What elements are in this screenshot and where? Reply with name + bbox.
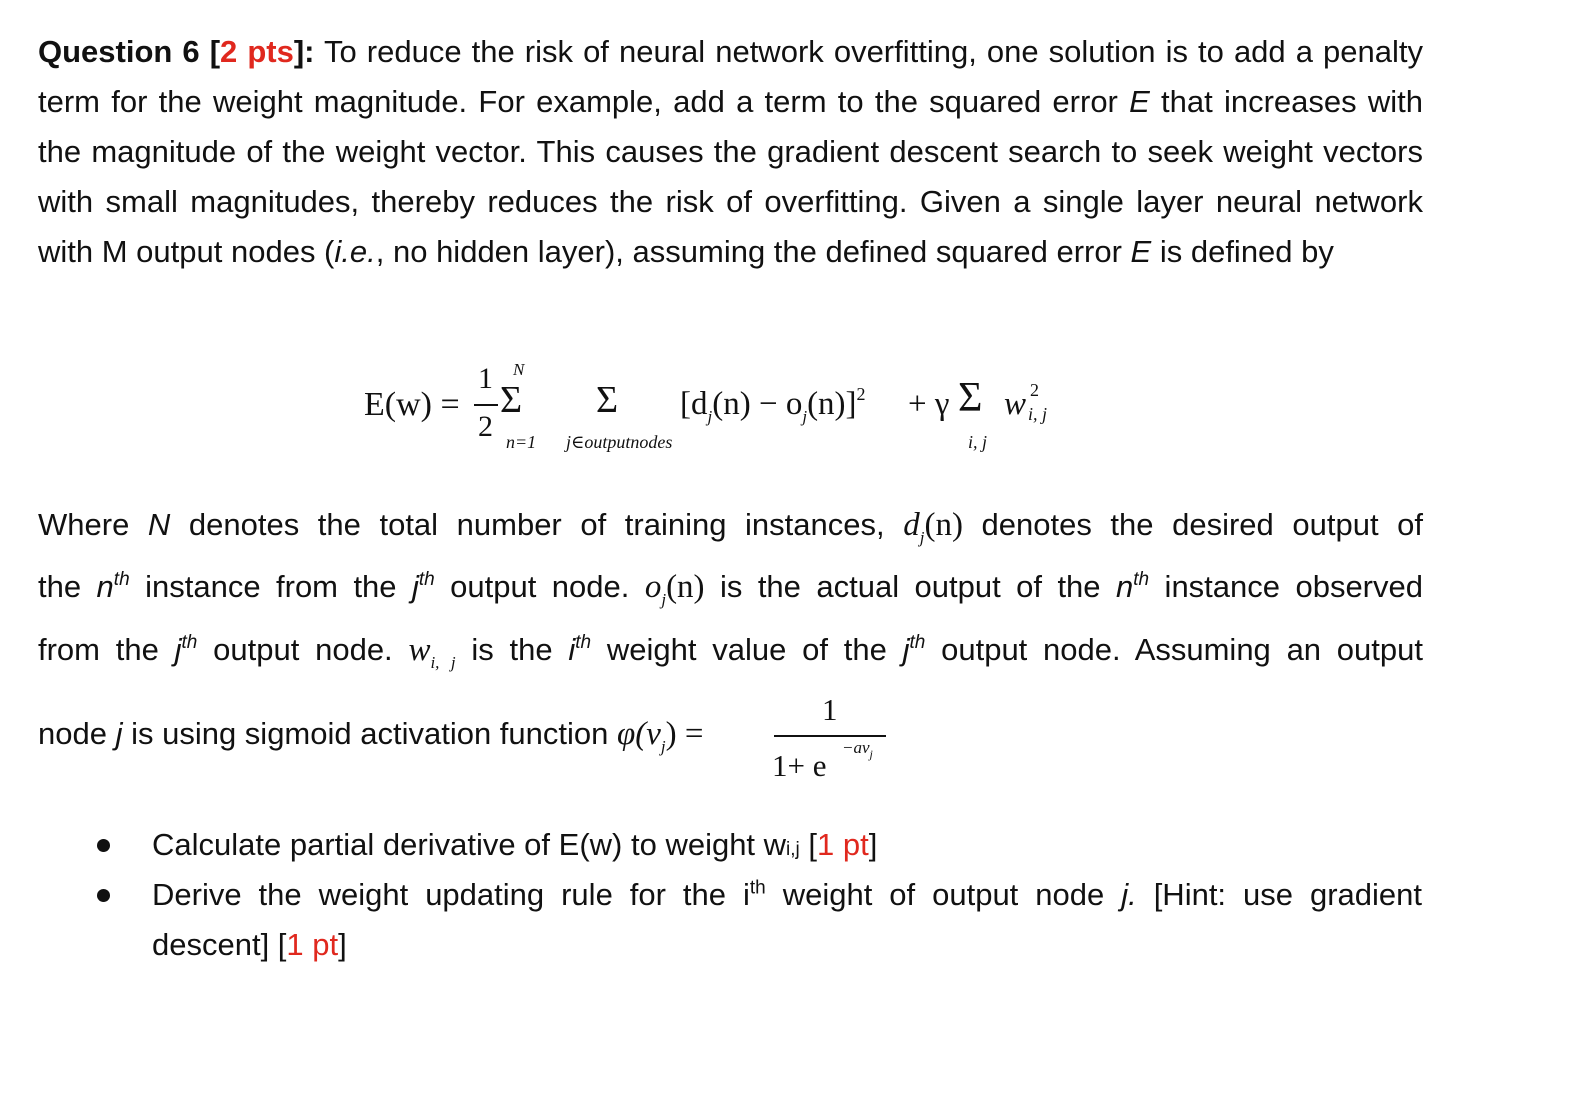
eq-lhs: E(w) = xyxy=(364,386,460,423)
sigmoid-phi: φ(v xyxy=(617,716,661,752)
task-2-text xyxy=(152,870,1422,970)
where-text: output node. Assuming an output xyxy=(925,632,1423,667)
where-text: output node. xyxy=(434,569,645,604)
where-text: is using sigmoid activation function xyxy=(122,716,618,751)
question-label: Question 6 [ xyxy=(38,34,221,69)
task-text: [Hint: use gradient descent] [ xyxy=(152,877,1422,962)
where-j: j xyxy=(115,716,123,751)
where-th: th xyxy=(909,632,926,653)
bullet-dot xyxy=(97,839,110,852)
eq-term-sub: j xyxy=(707,407,713,426)
eq-term-sq: 2 xyxy=(856,384,866,404)
where-j: j xyxy=(174,632,182,667)
task-j: j. xyxy=(1121,877,1137,912)
where-text: node xyxy=(38,716,116,751)
where-text: is the xyxy=(455,632,569,667)
eq-sum-upper: N xyxy=(513,360,525,379)
task-1-text xyxy=(152,820,1422,875)
eq-sum-lower-1: n=1 xyxy=(506,432,537,452)
intro-ie: i.e. xyxy=(334,234,376,269)
where-line-1 xyxy=(38,505,1423,550)
task-text: Calculate partial derivative of E(w) to weight w xyxy=(152,827,787,862)
eq-frac-den: 2 xyxy=(478,410,493,443)
where-text: denotes the desired output of xyxy=(962,507,1423,542)
task-text: weight of output node xyxy=(765,877,1122,912)
intro-E: E xyxy=(1130,234,1152,269)
eq-w-sub: i, j xyxy=(1028,404,1048,424)
eq-sum-lower-3: i, j xyxy=(968,432,988,452)
where-o-letter: o xyxy=(644,569,662,605)
where-d xyxy=(903,507,963,547)
where-j: j xyxy=(411,569,419,604)
task-bracket: ] xyxy=(338,927,347,962)
where-o-n: (n) xyxy=(666,569,705,605)
where-n: n xyxy=(96,569,114,604)
intro-text: is defined by xyxy=(1151,234,1334,269)
where-th: th xyxy=(1133,569,1150,590)
task-sup: th xyxy=(749,877,766,899)
eq-term-sub: j xyxy=(802,407,808,426)
eq-term-b: (n) − o xyxy=(712,386,803,422)
bullet-dot xyxy=(97,889,110,902)
where-N: N xyxy=(147,507,171,542)
intro-E: E xyxy=(1129,84,1150,119)
where-text: is the actual output of the xyxy=(704,569,1116,604)
where-i: i xyxy=(568,632,576,667)
where-d-sub: j xyxy=(919,528,925,547)
sigmoid-exp xyxy=(842,738,873,761)
where-w-sub: i, j xyxy=(430,653,456,672)
where-text: output node. xyxy=(197,632,409,667)
where-line-3 xyxy=(38,630,1423,675)
where-text: Where xyxy=(38,507,148,542)
where-text: the xyxy=(38,569,97,604)
where-j: j xyxy=(902,632,910,667)
task-bracket: [ xyxy=(799,827,818,862)
question-points: 2 pts xyxy=(220,34,294,69)
eq-sigma-1: Σ xyxy=(500,379,523,421)
eq-w: w xyxy=(1004,386,1027,422)
sigmoid-lhs xyxy=(617,716,704,756)
question-label-end: ]: xyxy=(293,34,315,69)
sigmoid-eq: ) = xyxy=(665,716,704,752)
where-line-2 xyxy=(38,567,1423,612)
where-th: th xyxy=(418,569,435,590)
eq-plus-gamma: + γ xyxy=(908,386,950,422)
eq-frac-num: 1 xyxy=(478,362,493,395)
sigmoid-bar xyxy=(774,735,886,737)
eq-sigma-2: Σ xyxy=(596,379,619,421)
where-w xyxy=(408,632,456,672)
sigmoid-exp-sub: j xyxy=(869,747,873,761)
intro-text: that increases with the magnitude of the weight vector. This causes the gradient descent search to seek weight vectors with small magnitudes, thereby reduces the risk of overfitting. Given a single layer neural network with M output nodes ( xyxy=(38,84,1424,269)
sigmoid-den-text: 1+ e xyxy=(772,748,827,783)
eq-term-a: [d xyxy=(680,386,708,422)
sigmoid-exp-text: −av xyxy=(842,738,870,757)
task-text: Derive the weight updating rule for the i xyxy=(152,877,750,912)
intro-text: To reduce the risk of neural network overfitting, one solution is to add a penalty term for the weight magnitude. For example, add a term to the squared error xyxy=(38,34,1423,119)
question-intro xyxy=(38,27,1423,277)
intro-text: , no hidden layer), assuming the defined squared error xyxy=(375,234,1131,269)
where-w-letter: w xyxy=(408,632,431,668)
sigmoid-sub: j xyxy=(660,737,666,756)
task-bracket: ] xyxy=(868,827,878,862)
eq-term xyxy=(680,384,866,426)
where-text: instance from the xyxy=(129,569,412,604)
where-d-letter: d xyxy=(903,507,920,543)
where-d-n: (n) xyxy=(924,507,963,543)
where-text: denotes the total number of training instances, xyxy=(170,507,904,542)
where-th: th xyxy=(113,569,130,590)
where-o xyxy=(644,569,705,609)
task-2-points: 1 pt xyxy=(286,927,339,962)
where-line-4 xyxy=(38,714,1423,759)
sigmoid-den xyxy=(772,748,827,784)
where-n: n xyxy=(1116,569,1134,604)
task-sub: i,j xyxy=(786,839,800,860)
where-text: weight value of the xyxy=(591,632,903,667)
where-th: th xyxy=(575,632,592,653)
where-th: th xyxy=(181,632,198,653)
sigmoid-num: 1 xyxy=(822,692,838,727)
eq-sum-lower-2: j∈outputnodes xyxy=(566,432,673,452)
eq-w-sup: 2 xyxy=(1030,380,1039,400)
where-text: from the xyxy=(38,632,175,667)
where-text: instance observed xyxy=(1149,569,1423,604)
where-o-sub: j xyxy=(661,590,667,609)
eq-frac-bar xyxy=(474,404,498,406)
eq-sigma-3: Σ xyxy=(958,375,983,421)
task-1-points: 1 pt xyxy=(817,827,869,862)
eq-term-c: (n)] xyxy=(807,386,857,422)
